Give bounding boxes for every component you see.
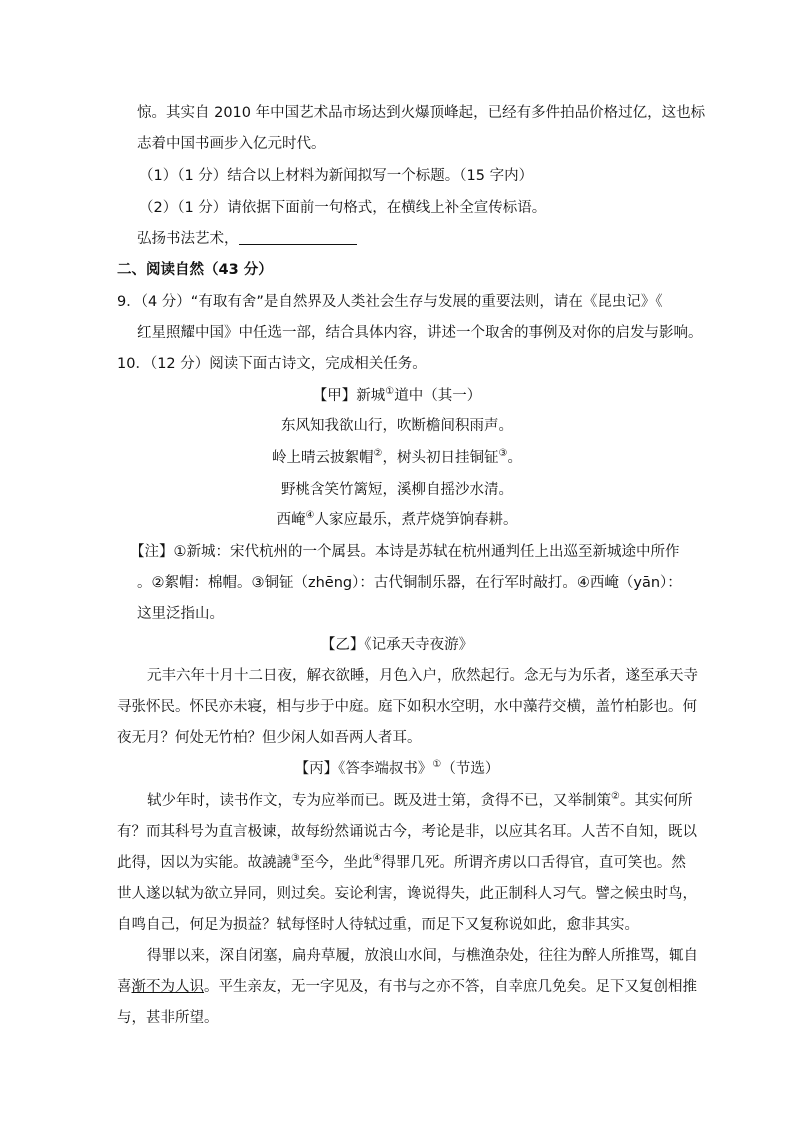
bing-text: 轼少年时，读书作文，专为应举而已。既及进士第，贪得不已，又举制策 [147, 793, 611, 809]
poem-text: ，树头初日挂铜钲 [382, 450, 499, 466]
q8-sub-1: （1）（1 分）结合以上材料为新闻拟写一个标题。（15 字内） [139, 168, 534, 184]
notes-line-1: 【注】①新城：宋代杭州的一个属县。本诗是苏轼在杭州通判任上出巡至新城途中所作 [130, 544, 680, 560]
poem-title-suffix: 道中（其一） [394, 388, 482, 404]
footnote-mark: ③ [498, 448, 508, 460]
bing-title-suffix: （节选） [441, 761, 500, 777]
underlined-phrase: 渐不为人识 [131, 979, 204, 995]
poem-text: 。 [507, 450, 522, 466]
yi-line-2: 寻张怀民。怀民亦未寝，相与步于中庭。庭下如积水空明，水中藻荇交横，盖竹柏影也。何 [117, 699, 697, 715]
poem-text: 人家应最乐，煮芹烧笋饷春耕。 [314, 512, 518, 528]
footnote-mark: ④ [372, 853, 382, 865]
bing-text: 喜 [117, 979, 132, 995]
q8-sub-2: （2）（1 分）请依据下面前一句格式，在横线上补全宣传标语。 [139, 200, 547, 216]
poem-line-3: 野桃含笑竹篱短，溪柳自摇沙水清。 [281, 482, 513, 498]
bing-text: 此得，因以为实能。故譊譊 [117, 855, 291, 871]
bing-p1-line-4: 世人遂以轼为欲立异同，则过矣。妄论利害，谗说得失，此正制科人习气。譬之候虫时鸟， [117, 886, 697, 902]
bing-p1-line-1 [147, 791, 692, 811]
poem-title [0, 386, 794, 406]
notes-line-3: 这里泛指山。 [137, 606, 224, 622]
bing-p1-line-2: 有？而其科号为直言极谏，故每纷然诵说古今，考论是非，以应其名耳。人苦不自知，既以 [117, 824, 697, 840]
bing-p2-line-2 [117, 977, 697, 997]
notes-line-2: 。②絮帽：棉帽。③铜钲（zhēng）：古代铜制乐器，在行军时敲打。④西崦（yān）： [137, 575, 682, 591]
q9-line-2: 红星照耀中国》中任选一部，结合具体内容，讲述一个取舍的事例及对你的启发与影响。 [137, 325, 703, 341]
bing-p1-line-3 [117, 853, 686, 873]
footnote-mark: ① [432, 759, 442, 771]
bing-title-text: 【丙】《答李端叔书》 [294, 761, 433, 777]
section-heading: 二、阅读自然（43 分） [117, 262, 273, 278]
slogan-prefix: 弘扬书法艺术， [137, 231, 239, 247]
q10-line-1: 10．（12 分）阅读下面古诗文，完成相关任务。 [117, 356, 427, 372]
footnote-mark: ① [385, 386, 395, 398]
bing-text: 至今，坐此 [299, 855, 373, 871]
poem-line-1: 东风知我欲山行，吹断檐间积雨声。 [281, 418, 513, 434]
yi-title: 【乙】《记承天寺夜游》 [320, 637, 474, 653]
bing-title [0, 759, 794, 779]
bing-text: 。其实何所 [619, 793, 693, 809]
footnote-mark: ③ [291, 853, 300, 865]
yi-line-3: 夜无月？何处无竹柏？但少闲人如吾两人者耳。 [117, 730, 422, 746]
footnote-mark: ② [373, 448, 383, 460]
intro-line-1: 惊。其实自 2010 年中国艺术品市场达到火爆顶峰起，已经有多件拍品价格过亿，这也标 [137, 105, 706, 121]
poem-line-2 [0, 448, 794, 468]
poem-title-text: 【甲】新城 [312, 388, 386, 404]
yi-line-1: 元丰六年十月十二日夜，解衣欲睡，月色入户，欣然起行。念无与为乐者，遂至承天寺 [147, 668, 698, 684]
slogan-line [137, 229, 357, 249]
footnote-mark: ② [611, 791, 620, 803]
poem-text: 岭上晴云披絮帽 [272, 450, 374, 466]
intro-line-2: 志着中国书画步入亿元时代。 [137, 136, 326, 152]
poem-line-4 [0, 510, 794, 530]
bing-p2-line-3: 与，甚非所望。 [117, 1010, 219, 1026]
bing-p2-line-1: 得罪以来，深自闭塞，扁舟草履，放浪山水间，与樵渔杂处，往往为醉人所推骂，辄自 [147, 948, 698, 964]
answer-blank[interactable] [239, 230, 357, 245]
bing-text: 得罪几死。所谓齐虏以口舌得官，直可笑也。然 [381, 855, 686, 871]
footnote-mark: ④ [305, 510, 315, 522]
bing-p1-line-5: 自鸣自己，何足为损益？轼每怪时人待轼过重，而足下又复称说如此，愈非其实。 [117, 917, 639, 933]
q9-line-1: 9．（4 分）“有取有舍”是自然界及人类社会生存与发展的重要法则，请在《昆虫记》《 [117, 294, 663, 310]
bing-text: 。平生亲友，无一字见及，有书与之亦不答，自幸庶几免矣。足下又复创相推 [204, 979, 697, 995]
poem-text: 西崦 [276, 512, 306, 528]
